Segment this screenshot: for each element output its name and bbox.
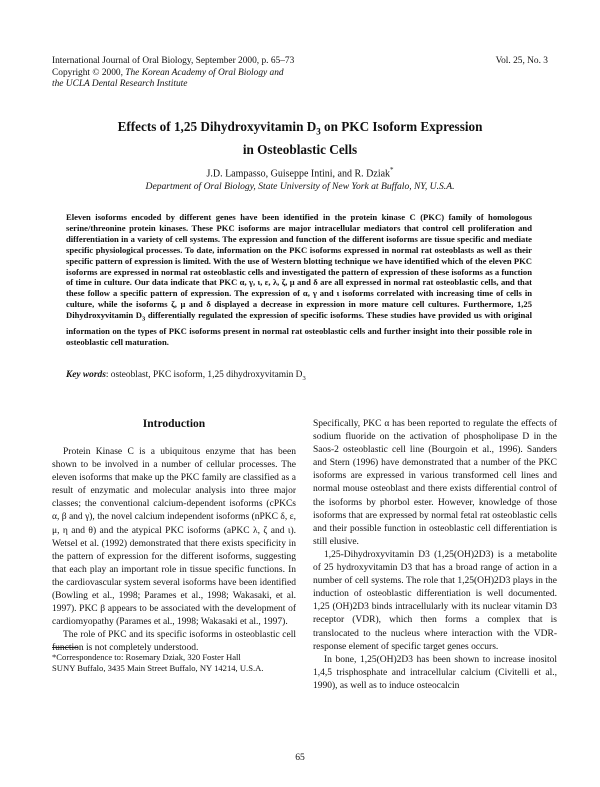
article-title	[40, 118, 560, 158]
right-column	[313, 418, 557, 693]
right-paragraph-3: In bone, 1,25(OH)2D3 has been shown to increase inositol 1,4,5 trisphosphate and intracellular calcium (Civitelli et al., 1990), as well as to induce osteocalcin	[313, 654, 557, 691]
abstract-text-a: Eleven isoforms encoded by different genes have been identified in the protein kinase C (PKC) family of homologous serine/threonine protein kinases. These PKC isoforms are major intracellular mediators that control cell proliferation and differentiation in a variety of cell systems. The expression and function of the different isoforms are tissue specific and mediate specific physiological processes. To date, information on the PKC isoforms expressed in normal rat osteoblasts as well as their specific pattern of expression is limited. With the use of Western blotting technique we have identified which of the eleven PKC isoforms are expressed in normal rat osteoblastic cells and investigated the pattern of expression of these isoforms as a function of time in culture. Our data indicate that PKC α, γ, ι, ε, λ, ζ, μ and δ are all expressed in normal rat osteoblastic cells, and that these follow a specific pattern of expression. The expression of α, γ and ι isoforms correlated with increasing time of cells in culture, while the isoforms ζ, μ and δ displayed a decrease in expression in more mature cell cultures. Furthermore, 1,25 Dihydroxyvitamin D	[66, 212, 532, 321]
title-line1-b: on PKC Isoform Expression	[320, 119, 483, 134]
left-column	[52, 418, 296, 656]
page-number: 65	[295, 752, 305, 763]
footnote-line-2: SUNY Buffalo, 3435 Main Street Buffalo, NY 14214, U.S.A.	[52, 663, 264, 673]
right-paragraph-2: 1,25-Dihydroxyvitamin D3 (1,25(OH)2D3) is a metabolite of 25 hydroxyvitamin D3 that has a broad range of action in a number of cell systems. The role that 1,25(OH)2D3 plays in the induction of osteoblastic differentiation is well documented. 1,25 (OH)2D3 binds intracellularly with its nuclear vitamin D3 receptor (VDR), which then forms a complex that is translocated to the nucleus where interaction with the VDR-response element of specific target genes occurs.	[313, 549, 557, 652]
copyright-line	[52, 68, 552, 80]
copyright-line-2: the UCLA Dental Research Institute	[52, 79, 188, 90]
author-mark: *	[390, 166, 394, 174]
title-line2: in Osteoblastic Cells	[242, 141, 358, 157]
title-line1-a: Effects of 1,25 Dihydroxyvitamin D	[117, 119, 317, 134]
journal-header	[52, 56, 552, 91]
copyright-org: The Korean Academy of Oral Biology and	[125, 67, 284, 78]
volume-label: Vol. 25, No. 3	[495, 56, 548, 66]
keywords-label: Key words	[66, 370, 106, 380]
abstract	[66, 212, 532, 348]
copyright-prefix: Copyright © 2000,	[52, 67, 123, 78]
right-paragraph-1: Specifically, PKC α has been reported to regulate the effects of sodium fluoride on the activation of phospholipase D in the Saos-2 osteoblastic cell line (Bourgoin et al., 1996). Sanders and Stern (1996) have demonstrated that a number of the PKC isoforms are expressed in various transformed cell lines and normal mouse osteoblast and there exists differential control of the isoforms by phorbol ester. However, knowledge of those isoforms that are expressed by normal fetal rat osteoblastic cells and their possible function in osteoblastic cell differentiation is still elusive.	[313, 419, 557, 547]
keywords-text: : osteoblast, PKC isoform, 1,25 dihydroxyvitamin D	[105, 370, 303, 380]
abstract-text-b: differentially regulated the expression of specific isoforms. These studies have provided us with original information on the types of PKC isoforms present in normal rat osteoblastic cells and further insight into their possible role in osteoblastic cell maturation.	[66, 310, 532, 347]
intro-heading: Introduction	[142, 418, 206, 430]
journal-line: International Journal of Oral Biology, September 2000, p. 65–73	[52, 56, 295, 66]
correspondence-footnote	[52, 652, 296, 674]
left-paragraph-1: Protein Kinase C is a ubiquitous enzyme that has been shown to be involved in a number of cellular processes. The eleven isoforms that make up the PKC family are classified as a result of enzymatic and molecular analysis into three major classes; the conventional calcium-dependent isoforms (cPKCs α, β and γ), the novel calcium independent isoforms (nPKC δ, ε, μ, η and θ) and the atypical PKC isoforms (aPKC λ, ζ and ι). Wetsel et al. (1992) demonstrated that there exists specificity in the pattern of expression for the different isoforms, suggesting that each play an important role in tissue specific functions. In the cardiovascular system several isoforms have been identified (Bowling et al., 1998; Parames et al., 1998; Wakasaki, et al. 1997). PKC β appears to be associated with the development of cardiomyopathy (Parames et al., 1998; Wakasaki et al., 1997).	[52, 447, 296, 628]
footnote-line-1: *Correspondence to: Rosemary Dziak, 320 Foster Hall	[52, 652, 241, 662]
keywords-sub: 3	[302, 374, 306, 382]
author-names: J.D. Lampasso, Guiseppe Intini, and R. Dziak	[206, 168, 391, 180]
keywords	[66, 370, 532, 382]
title-sub: 3	[316, 126, 321, 137]
left-paragraph-2: The role of PKC and its specific isoforms in osteoblastic cell function is not completely understood.	[52, 630, 296, 654]
author-list	[40, 166, 560, 179]
footnote-rule	[52, 647, 78, 648]
abstract-sub: 3	[142, 315, 146, 323]
affiliation: Department of Oral Biology, State University of New York at Buffalo, NY, U.S.A.	[145, 181, 455, 192]
